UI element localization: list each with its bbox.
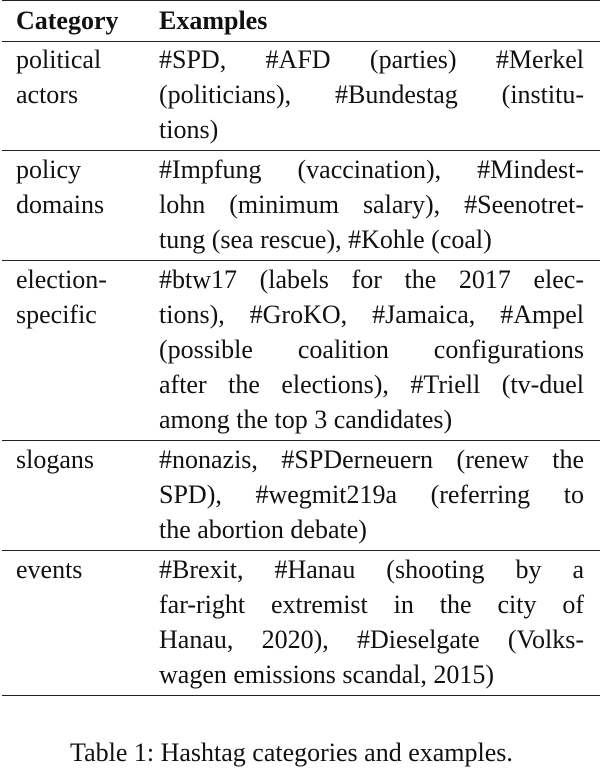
- table-row: [2, 42, 600, 147]
- table-row: [2, 551, 600, 692]
- category-cell: [2, 262, 145, 437]
- example-line: #btw17 (labels for the 2017 elec-: [159, 265, 584, 294]
- example-line: lohn (minimum salary), #Seenotret-: [159, 190, 584, 219]
- hashtag-table: [2, 0, 600, 696]
- examples-cell: [145, 262, 600, 437]
- category-line: policy: [16, 155, 81, 184]
- table-row: [2, 151, 600, 257]
- category-line: slogans: [16, 445, 94, 474]
- example-line: tions), #GroKO, #Jamaica, #Ampel: [159, 300, 584, 329]
- category-line: specific: [16, 300, 97, 329]
- example-line: among the top 3 candidates): [159, 405, 453, 434]
- example-line: tions): [159, 115, 219, 144]
- table-row: [2, 441, 600, 547]
- table-row: [2, 261, 600, 437]
- examples-cell: [145, 552, 600, 692]
- example-line: #SPD, #AFD (parties) #Merkel: [159, 45, 584, 74]
- example-line: after the elections), #Triell (tv-duel: [159, 370, 584, 399]
- example-line: the abortion debate): [159, 515, 367, 544]
- category-line: political: [16, 45, 102, 74]
- category-cell: [2, 42, 145, 147]
- table-caption: Table 1: Hashtag categories and examples.: [70, 738, 513, 767]
- example-line: #Brexit, #Hanau (shooting by a: [159, 555, 584, 584]
- category-line: domains: [16, 190, 105, 219]
- example-line: tung (sea rescue), #Kohle (coal): [159, 225, 492, 254]
- category-cell: [2, 552, 145, 692]
- examples-cell: [145, 42, 600, 147]
- examples-cell: [145, 442, 600, 547]
- category-line: election-: [16, 265, 107, 294]
- example-line: SPD), #wegmit219a (referring to: [159, 480, 584, 509]
- header-examples: Examples: [159, 6, 268, 35]
- example-line: #nonazis, #SPDerneuern (renew the: [159, 445, 584, 474]
- category-line: events: [16, 555, 83, 584]
- example-line: far-right extremist in the city of: [159, 590, 584, 619]
- row-rule: [2, 695, 600, 696]
- example-line: (politicians), #Bundestag (institu-: [159, 80, 584, 109]
- example-line: #Impfung (vaccination), #Mindest-: [159, 155, 584, 184]
- category-line: actors: [16, 80, 79, 109]
- category-cell: [2, 152, 145, 257]
- example-line: Hanau, 2020), #Dieselgate (Volks-: [159, 625, 584, 654]
- header-category: Category: [16, 6, 119, 35]
- examples-cell: [145, 152, 600, 257]
- table-body: [2, 42, 600, 696]
- table-header-row: [2, 1, 600, 41]
- example-line: wagen emissions scandal, 2015): [159, 660, 495, 689]
- category-cell: [2, 442, 145, 547]
- example-line: (possible coalition configurations: [159, 335, 584, 364]
